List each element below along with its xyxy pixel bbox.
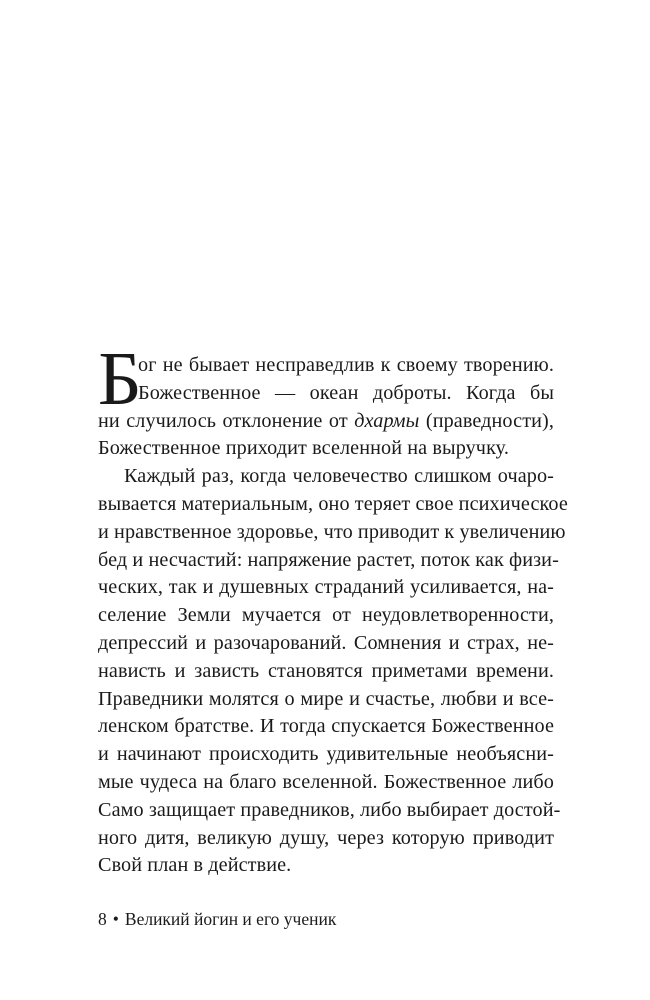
line-3-text-before: ни случилось отклонение от (98, 409, 355, 432)
paragraph-1-line-4: Божественное приходит вселенной на выручку. (98, 437, 510, 460)
running-title: Великий йогин и его ученик (124, 909, 337, 929)
paragraph-1-line-2: Божественное — океан доброты. Когда бы (138, 381, 554, 404)
paragraph-2-line-8: нависть и зависть становятся приметами времени. (98, 659, 554, 682)
paragraph-2-line-11: и начинают происходить удивительные необъясни- (98, 743, 554, 766)
page-footer (98, 908, 336, 930)
body-text (98, 352, 568, 880)
dharma-italic-term: дхармы (354, 409, 420, 432)
paragraph-2-line-9: Праведники молятся о мире и счастье, любви и все- (98, 687, 554, 710)
paragraph-2-line-4: бед и несчастий: напряжение растет, поток как физи- (98, 548, 559, 571)
paragraph-2-line-7: депрессий и разочарований. Сомнения и страх, не- (98, 631, 554, 654)
drop-cap: Б (98, 337, 142, 421)
line-3-text-after: (праведности), (419, 409, 554, 432)
paragraph-2-line-15: Свой план в действие. (98, 854, 292, 877)
paragraph-1-line-3 (98, 408, 554, 436)
paragraph-1-line-1: ог не бывает несправедлив к своему творению. (138, 354, 554, 376)
page-number: 8 (98, 909, 107, 929)
paragraph-2-line-13: Само защищает праведников, либо выбирает достой- (98, 798, 561, 821)
paragraph-2-line-5: ческих, так и душевных страданий усиливается, на- (98, 576, 554, 599)
paragraph-2-line-10: ленском братстве. И тогда спускается Божественное (98, 715, 554, 738)
paragraph-2-line-2: вывается материальным, оно теряет свое психическое (98, 492, 568, 515)
paragraph-2-line-12: мые чудеса на благо вселенной. Божественное либо (98, 770, 554, 793)
paragraph-2-line-1: Каждый раз, когда человечество слишком очаро- (124, 465, 554, 488)
paragraph-2-line-14: ного дитя, великую душу, через которую приводит (98, 826, 554, 849)
paragraph-2-line-3: и нравственное здоровье, что приводит к увеличению (98, 520, 566, 543)
bullet-separator: • (112, 909, 119, 929)
paragraph-2-line-6: селение Земли мучается от неудовлетворенности, (98, 604, 554, 627)
